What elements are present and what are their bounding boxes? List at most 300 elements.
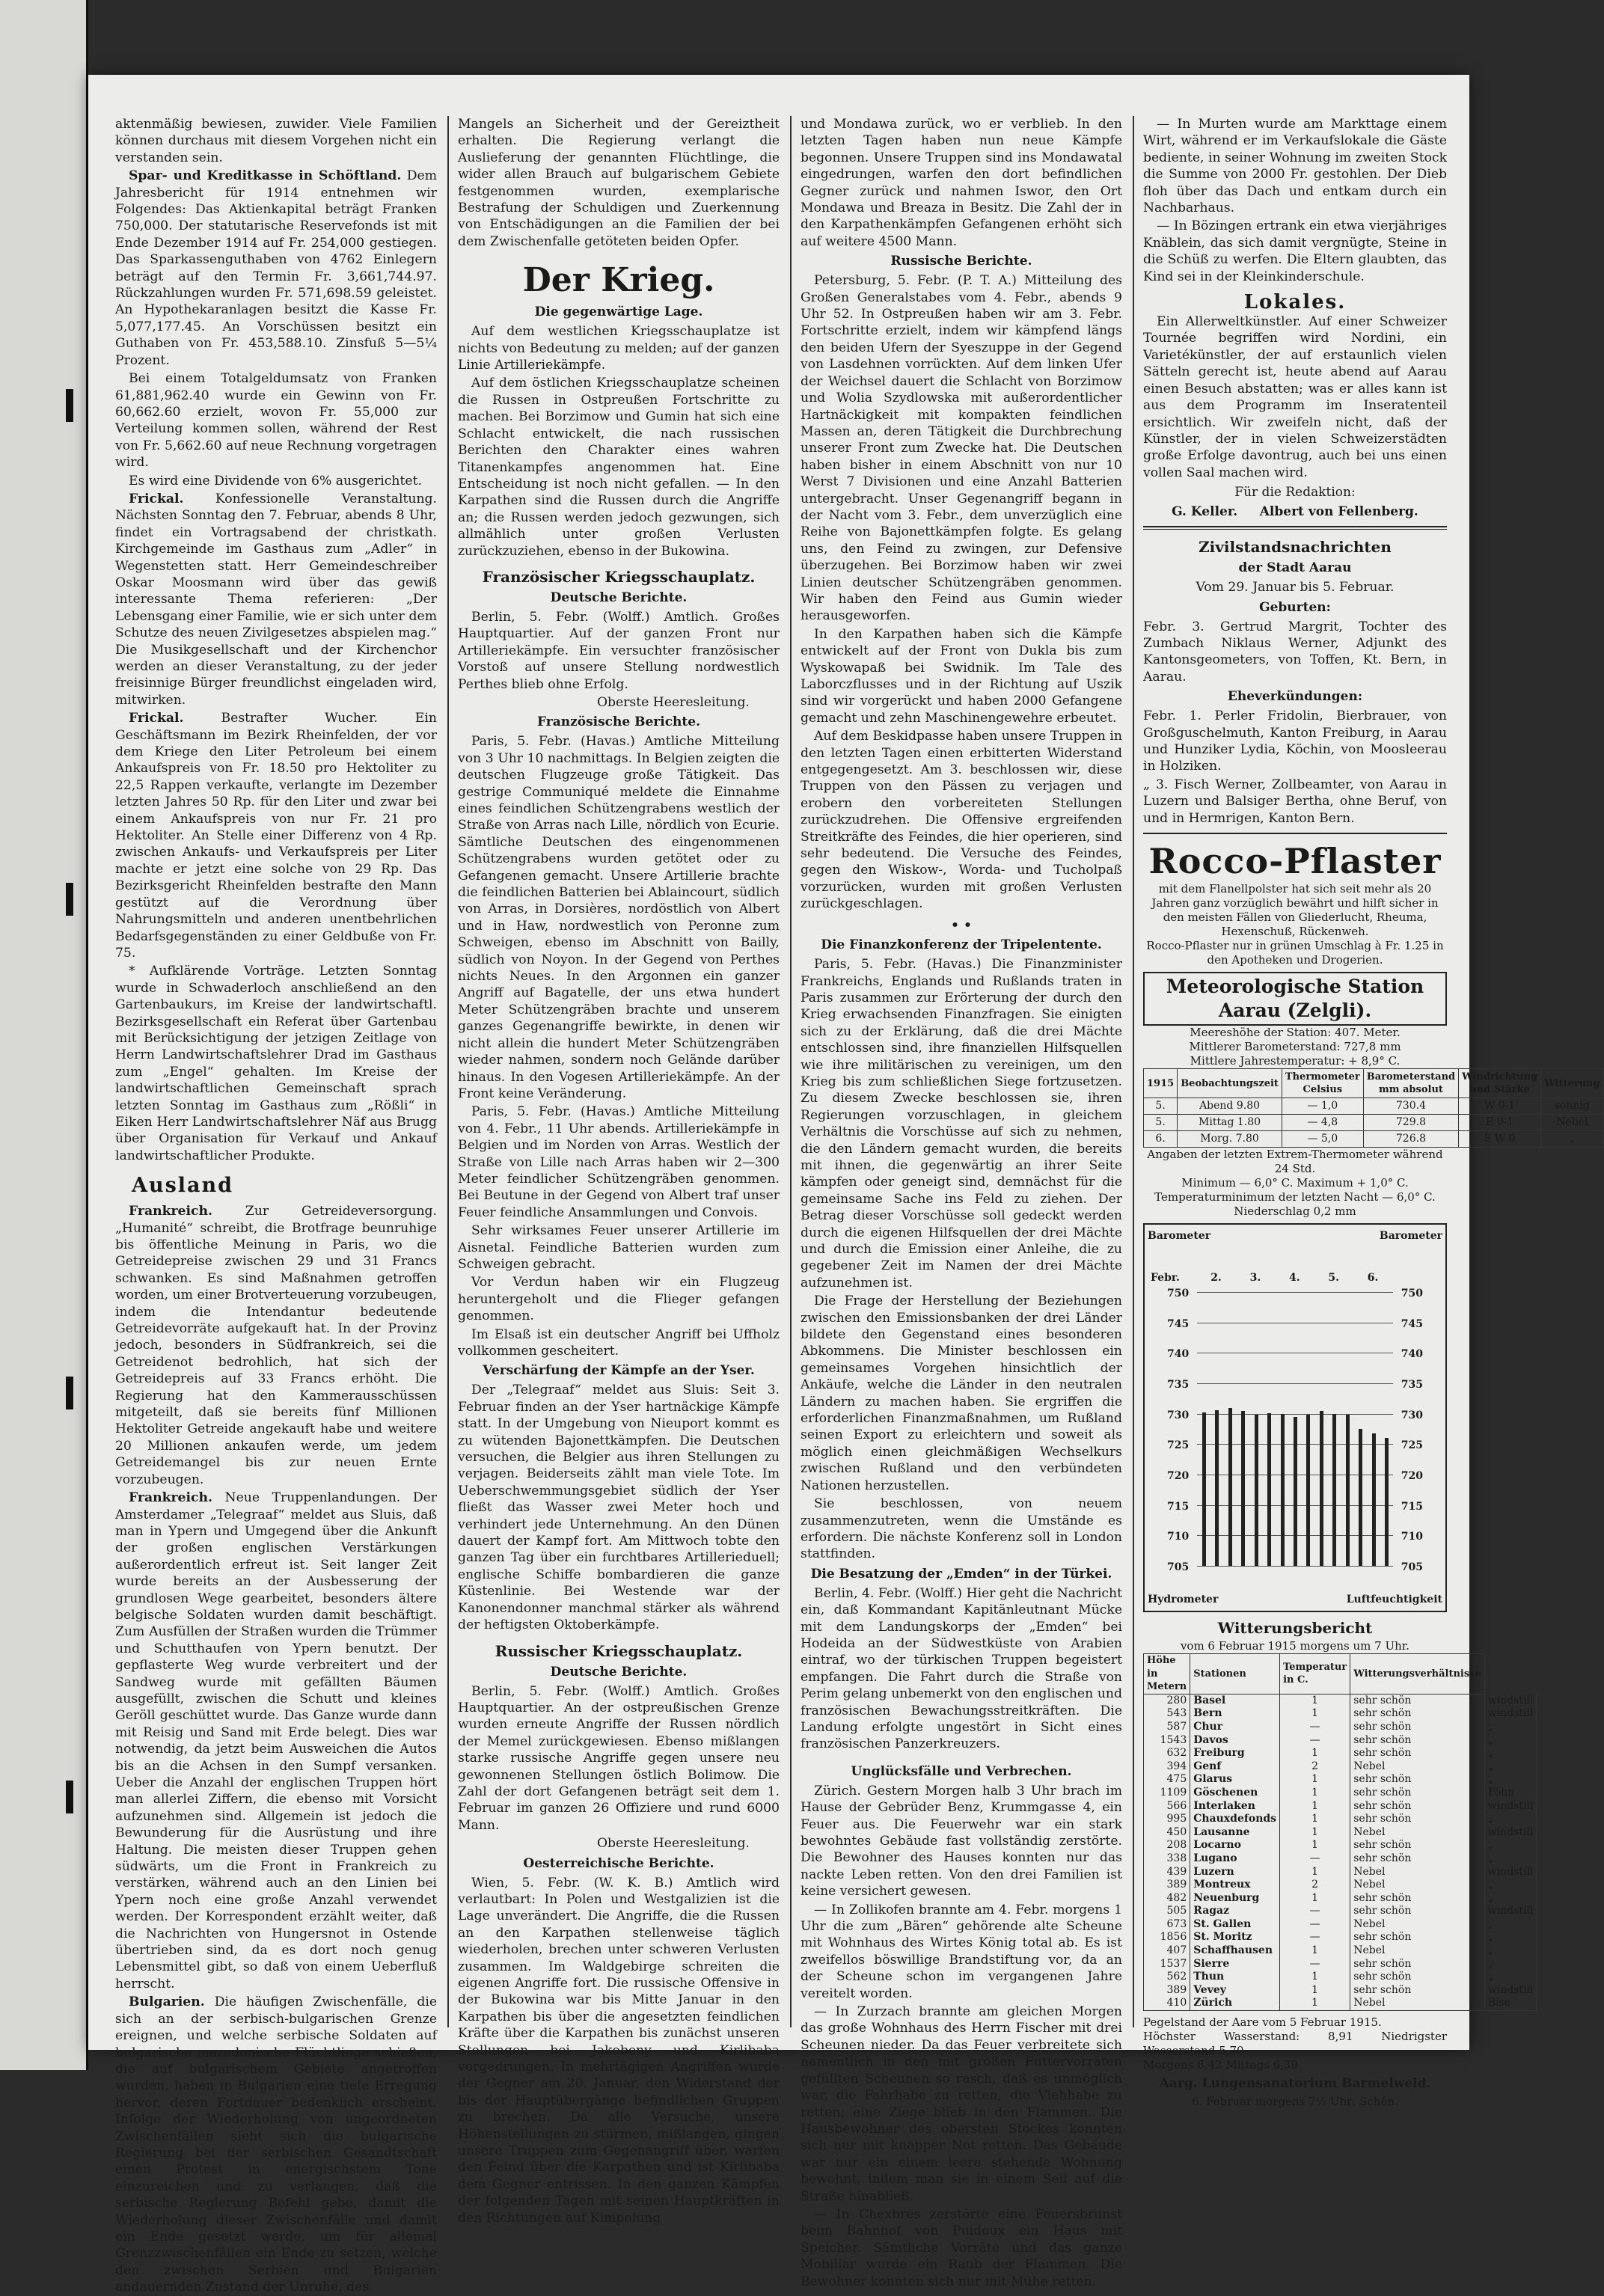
barograph-footer-right: Luftfeuchtigkeit	[1346, 1593, 1442, 1605]
table-cell: „	[1484, 1813, 1537, 1826]
table-cell: 1	[1280, 1694, 1350, 1707]
weather-report-date: vom 6 Februar 1915 morgens um 7 Uhr.	[1180, 1639, 1410, 1653]
subheading: Verschärfung der Kämpfe an der Yser.	[483, 1363, 755, 1379]
table-cell: „	[1484, 1773, 1537, 1787]
table-cell: 482	[1144, 1892, 1190, 1905]
table-cell: S W 0	[1459, 1131, 1541, 1148]
table-cell: 410	[1144, 1997, 1190, 2010]
table-row	[1144, 1892, 1537, 1905]
column-divider	[447, 116, 449, 2027]
sanatorium-heading: Aarg. Lungensanatorium Barmelweid.	[1159, 2076, 1431, 2092]
pegel-title: Pegelstand der Aare vom 5 Februar 1915.	[1143, 2015, 1382, 2030]
section-heading-krieg: Der Krieg.	[522, 261, 715, 300]
paragraph: Frankreich. Zur Getreideversorgung. „Humanité“ schreibt, die Brotfrage beunruhige bis öffentliche Meinung in Paris, wo die Getreidepreise zwischen 29 und 31 Francs schwanken. Es sind Maßnahmen getroffen worden, um einer Brotverteuerung vorzubeugen, indem die Intendantur bedeutende Getreidevorräte aufgekauft hat. In der Provinz jedoch, besonders in Südfrankreich, sei die Getreidenot bedrohlich, hat sich der Getreidepreis auf 33 Francs erhöht. Die Regierung hat den Kammerausschüssen mitgeteilt, daß sie bereits fünf Millionen Hektoliter Getreide angekauft habe und weitere 20 Millionen ankaufen werde, um jedem Getreidemangel bis zur neuen Ernte vorzubeugen.	[115, 1204, 437, 1487]
barometer-bar	[1372, 1433, 1376, 1566]
pegel-values: Morgens 6,42 Mittags 6,39	[1143, 2058, 1298, 2072]
table-cell: „	[1484, 1958, 1537, 1971]
table-cell: „	[1484, 1918, 1537, 1932]
paragraph: Vor Verdun haben wir ein Flugzeug heruntergeholt und die Flieger gefangen genommen.	[458, 1275, 780, 1324]
table-header: Thermometer Celsius	[1282, 1069, 1363, 1098]
extremes	[1143, 1148, 1447, 1219]
table-cell: 729.8	[1363, 1115, 1458, 1131]
table-cell: 280	[1144, 1694, 1190, 1707]
barometer-bar	[1385, 1438, 1389, 1566]
ad-title: Rocco-Pflaster	[1148, 841, 1442, 881]
table-cell: sonnig	[1541, 1098, 1603, 1115]
table-header: Höhe in Metern	[1144, 1654, 1190, 1695]
separator: • •	[951, 917, 972, 933]
table-cell: 1	[1280, 1800, 1350, 1813]
table-cell: 995	[1144, 1813, 1190, 1826]
table-header: Stationen	[1190, 1654, 1280, 1695]
day-label: 6.	[1367, 1272, 1379, 1284]
table-cell: 389	[1144, 1879, 1190, 1892]
table-cell: Sierre	[1190, 1958, 1280, 1971]
paragraph: * Aufklärende Vorträge. Letzten Sonntag wurde in Schwaderloch anschließend an den Gartenbaukurs, im Kreise der landwirtschaftl. Bezirksgesellschaft ein Referat über Gartenbau mit Berücksichtigung der jetzigen Zeitlage von Herrn Landwirtschaftslehrer Drad im Gasthaus zum „Engel“ gehalten. Im Kreise der landwirtschaftlichen Gemeinschaft sprach letzten Sonntag im Gasthaus zum „Rößli“ in Eiken Herr Landwirtschaftslehrer Näf aus Brugg über Organisation für Verkauf und Ankauf landwirtschaftlicher Produkte.	[115, 964, 437, 1163]
table-cell: Ragaz	[1190, 1905, 1280, 1918]
table-cell: 439	[1144, 1866, 1190, 1879]
table-cell: Davos	[1190, 1734, 1280, 1748]
table-row	[1144, 1773, 1537, 1787]
gridline	[1197, 1566, 1393, 1567]
observation-table	[1143, 1068, 1604, 1148]
table-cell: windstill	[1484, 1707, 1537, 1721]
table-cell: „	[1484, 1944, 1537, 1958]
sanatorium-time: 6. Februar morgens 7½ Uhr:	[1192, 2095, 1356, 2109]
tick-label: 735	[1401, 1379, 1423, 1391]
barometer-bar	[1228, 1408, 1232, 1566]
subheading: Russische Berichte.	[890, 254, 1032, 269]
sanatorium-weather: Schön.	[1359, 2095, 1398, 2109]
table-cell: Freiburg	[1190, 1747, 1280, 1760]
table-header: Temperatur in C.	[1280, 1654, 1350, 1695]
paragraph: Paris, 5. Febr. (Havas.) Amtliche Mitteilung von 4. Febr., 11 Uhr abends. Artilleriekämpfe in Belgien und im Norden von Arras. Westlich der Straße von Lille nach Arras haben wir 2—300 Meter feindlicher Schützengräben genommen. Bei Beutune in der Gegend von Albert traf unser Feuer feindliche Ansammlungen und Convois.	[458, 1104, 780, 1220]
station-pressure: Mittlerer Barometerstand: 727,8 mm	[1189, 1040, 1401, 1053]
table-cell: sehr schön	[1350, 1747, 1485, 1760]
paragraph: aktenmäßig bewiesen, zuwider. Viele Familien können durchaus mit diesem Vorgehen nicht ein verstanden sein.	[115, 117, 437, 165]
barometer-bar	[1294, 1417, 1297, 1566]
paragraph: Die Frage der Herstellung der Beziehungen zwischen den Emissionsbanken der drei Länder bildete den Gegenstand eines besonderen Abkommens. Die Minister beschlossen ein gemeinsames Vorgehen hinsichtlich der Ankäufe, welche die Länder in den neutralen Ländern zu machen haben. Sie ergriffen die erforderlichen Finanzmaßnahmen, um Rußland seinen Export zu erleichtern und soweit als möglich einen gleichmäßigen Wechselkurs zwischen Rußland und den verbündeten Nationen herzustellen.	[801, 1294, 1122, 1493]
barometer-bar	[1359, 1429, 1362, 1566]
table-cell: Göschenen	[1190, 1787, 1280, 1800]
table-cell: Abend 9.80	[1178, 1098, 1282, 1115]
period: Vom 29. Januar bis 5. Februar.	[1196, 580, 1395, 596]
table-cell: Luzern	[1190, 1866, 1280, 1879]
table-cell: 6.	[1144, 1131, 1178, 1148]
paragraph: In den Karpathen haben sich die Kämpfe entwickelt auf der Front von Dukla bis zum Wyskowapaß bei Swidnik. Im Tale des Laborczflusses und in der Richtung auf Uszik sind wir vorgerückt und haben 2000 Gefangene gemacht und zehn Maschinengewehre erbeutet.	[801, 626, 1122, 726]
table-cell: 566	[1144, 1800, 1190, 1813]
section-heading: Witterungsbericht	[1217, 1619, 1373, 1637]
signature: Oberste Heeresleitung.	[596, 694, 750, 710]
table-cell: „	[1484, 1747, 1537, 1760]
subheading: Deutsche Berichte.	[550, 1664, 688, 1680]
table-cell: 1	[1280, 1773, 1350, 1787]
paragraph: Paris, 5. Febr. (Havas.) Amtliche Mitteilung von 3 Uhr 10 nachmittags. In Belgien zeigten die deutschen Flugzeuge große Tätigkeit. Das gestrige Communiqué meldete die Einnahme eines feindlichen Schützengrabens westlich der Straße von Arras nach Lille, nördlich von Ecurie. Sämtliche Deutschen des eingenommenen Schützengrabens wurden getötet oder zu Gefangenen gemacht. Unsere Artillerie brachte die feindlichen Batterien bei Ablaincourt, südlich von Arras, in Dorsières, nordöstlich von Albert und in Haw, nordwestlich von Peronne zum Schweigen, ebenso im Abschnitt von Bailly, südlich von Noyon. In der Gegend von Perthes nichts Neues. In den Argonnen ein ganzer Angriff auf Bagatelle, der uns etwa hundert Meter Schützengräben brachte und unserem ganzes Gegenangriffe bewirkte, in denen wir nicht allein die hundert Meter Schützengräben wieder nahmen, sondern noch Gelände darüber hinaus. In den Vogesen Artilleriekämpfe. An der Front keine Veränderung.	[458, 734, 780, 1101]
divider	[1143, 526, 1447, 530]
entry: Febr. 3. Gertrud Margrit, Tochter des Zumbach Niklaus Werner, Adjunkt des Kantonsgeometers, von Toffen, Kt. Bern, in Aarau.	[1143, 619, 1447, 685]
table-row	[1144, 1931, 1537, 1944]
barograph-month: Febr.	[1151, 1272, 1180, 1284]
table-header: Witterungsverhältnisse	[1350, 1654, 1485, 1695]
paragraph: — In Murten wurde am Markttage einem Wirt, während er im Verkaufslokale die Gäste bediente, in seiner Wohnung im zweiten Stock die Summe von 2000 Fr. gestohlen. Der Dieb floh über das Dach und entkam durch ein Nachbarhaus.	[1143, 117, 1447, 216]
subheading: Die Finanzkonferenz der Tripelentente.	[821, 937, 1102, 953]
table-cell: Neuenburg	[1190, 1892, 1280, 1905]
table-cell: „	[1484, 1852, 1537, 1866]
table-cell: E 0-1	[1459, 1115, 1541, 1131]
table-cell: sehr schön	[1350, 1787, 1485, 1800]
table-row	[1144, 1115, 1604, 1131]
paragraph: Berlin, 5. Febr. (Wolff.) Amtlich. Großes Hauptquartier. Auf der ganzen Front nur Artilleriekämpfe. Ein versuchter französischer Vorstoß auf unsere Stellung nordwestlich Perthes blieb ohne Erfolg.	[458, 609, 780, 692]
table-header: 1915	[1144, 1069, 1178, 1098]
barograph	[1143, 1223, 1447, 1612]
table-cell: Lugano	[1190, 1852, 1280, 1866]
table-cell: 389	[1144, 1984, 1190, 1997]
paragraph: Zürich. Gestern Morgen halb 3 Uhr brach im Hause der Gebrüder Benz, Krummgasse 4, ein Feuer aus. Die Feuerwehr war ein stark bewohntes Gebäude fast vollständig zerstörte. Die Bewohner des Hauses konnten nur das nackte Leben retten. Von den drei Familien ist keine versichert gewesen.	[801, 1783, 1122, 1899]
stations-table	[1143, 1653, 1537, 2011]
table-cell: Nebel	[1350, 1760, 1485, 1774]
subheading: Eheverkündungen:	[1227, 689, 1363, 705]
barometer-bar	[1241, 1411, 1245, 1566]
table-cell: Föhn	[1484, 1787, 1537, 1800]
column-divider	[1133, 116, 1134, 2027]
paragraph: Auf dem östlichen Kriegsschauplatze scheinen die Russen in Ostpreußen Fortschritte zu machen. Bei Borzimow und Gumin hat sich eine Schlacht entwickelt, die nach russischen Berichten den Charakter eines wahren Titanenkampfes angenommen hat. Eine Entscheidung ist noch nicht gefallen. — In den Karpathen sind die Russen durch die Angriffe an; die Russen werden jedoch gezwungen, sich allmählich unter großen Verlusten zurückzuziehen, ebenso in der Bukowina.	[458, 376, 780, 559]
day-label: 5.	[1328, 1272, 1340, 1284]
table-cell: 2	[1280, 1879, 1350, 1892]
table-cell: 730.4	[1363, 1098, 1458, 1115]
paragraph: Es wird eine Dividende von 6% ausgerichtet.	[129, 473, 422, 489]
paragraph: Frickal. Konfessionelle Veranstaltung. Nächsten Sonntag den 7. Februar, abends 8 Uhr, findet ein Vortragsabend der christkath. Kirchgemeinde im Gasthaus zum „Adler“ in Wegenstetten statt. Herr Gemeindeschreiber Oskar Moosmann wird über das gewiß interessante Thema referieren: „Der Lebensgang einer Familie, wie er sich unter dem Schutze des neuen Zivilgesetzes abspielen mag.“ Die Musikgesellschaft und der Kirchenchor werden an dieser Veranstaltung, zu der jeder freisinnige Bürger freundlichst eingeladen wird, mitwirken.	[115, 491, 437, 708]
station-info	[1143, 1026, 1447, 1068]
table-cell: Thun	[1190, 1971, 1280, 1984]
tick-label: 725	[1401, 1439, 1423, 1452]
table-row	[1144, 1944, 1537, 1958]
table-cell: Nebel	[1541, 1115, 1603, 1131]
night-minimum: Temperaturminimum der letzten Nacht — 6,0° C.	[1154, 1190, 1436, 1204]
extremes-label: Angaben der letzten Extrem-Thermometer während 24 Std.	[1147, 1148, 1443, 1175]
table-cell: windstill	[1484, 1984, 1537, 1997]
barometer-bar	[1281, 1414, 1285, 1566]
table-cell: 1	[1280, 1944, 1350, 1958]
table-cell: Nebel	[1350, 1997, 1485, 2010]
table-cell: Locarno	[1190, 1839, 1280, 1852]
table-header: Beobachtungszeit	[1178, 1069, 1282, 1098]
table-cell: —	[1280, 1721, 1350, 1734]
barometer-bar	[1215, 1410, 1219, 1566]
paragraph: Wien, 5. Febr. (W. K. B.) Amtlich wird verlautbart: In Polen und Westgalizien ist die Lage unverändert. Die Angriffe, die die Russen an den Karpathen stellenweise täglich wiederholen, brechen unter schweren Verlusten zusammen. Im Waldgebirge schreiten die eigenen Angriffe fort. Die russische Offensive in der Bukowina war bis Mitte Januar in den Karpathen bis über die angesetzten feindlichen Kräfte über die Karpathen bis zunächst unseren Stellungen bei Jakobeny und Kirlibaba vorgedrungen. In mehrtägigen Angriffen wurde der Gegner am 20. Januar, den Widerstand der bis der Hauptübergänge befindlichen Gruppen zu brechen. Da alle Versuche, unsere Höhenstellungen zu stürmen, mißlangen, gingen unsere Truppen zum Gegenangriff über, warfen den Feind über die Karpathen und ist Kirlibaba dem Gegner entrissen. In den ganzen Kämpfen der folgenden Tagen mit seinen Hauptkräften in den Richtungen auf Kimpolung	[458, 1875, 780, 2226]
table-cell: „	[1541, 1131, 1603, 1148]
table-cell: St. Gallen	[1190, 1918, 1280, 1932]
barograph-footer-left: Hydrometer	[1148, 1593, 1219, 1605]
tick-label: 745	[1167, 1317, 1190, 1330]
table-cell: 1	[1280, 1707, 1350, 1721]
table-cell: 726.8	[1363, 1131, 1458, 1148]
table-cell: Zürich	[1190, 1997, 1280, 2010]
tick-label: 750	[1401, 1288, 1423, 1299]
table-row	[1144, 1707, 1537, 1721]
table-cell: sehr schön	[1350, 1721, 1485, 1734]
table-row	[1144, 1098, 1604, 1115]
table-cell: 407	[1144, 1944, 1190, 1958]
table-row	[1144, 1971, 1537, 1984]
table-cell: sehr schön	[1350, 1694, 1485, 1707]
table-cell: —	[1280, 1734, 1350, 1748]
paragraph: Frankreich. Neue Truppenlandungen. Der Amsterdamer „Telegraaf“ meldet aus Sluis, daß man in Ypern und Umgegend über die Ankunft der großen englischen Verstärkungen außerordentlich erfreut ist. Seit langer Zeit wurde bereits an der Ausbesserung der grundlosen Wege gearbeitet, besonders ältere belgische Soldaten wurden damit beschäftigt. Zum Ausfüllen der Straßen wurden die Trümmer und Schutthaufen von Ypern benutzt. Der gepflasterte Weg wurde verbreitert und der Sandweg wurde mit gefällten Bäumen ausgefüllt, zwischen die Schutt und kleines Geröll geschüttet wurde. Das Ganze wurde dann mit Reisig und Sand mit Erde belegt. Dies war notwendig, da jetzt beim Ausweichen die Autos bis an die Achsen in den Sumpf versanken. Ueber die Anzahl der englischen Truppen hört man allerlei Ziffern, die ebenso mit Vorsicht aufzunehmen sind. Allgemein ist jedoch die Bewunderung für die Ausrüstung und ihre Haltung. Die meisten dieser Truppen gehen südwärts, um die Front in Frankreich zu verstärken, während auch an den Linien bei Ypern noch eine große Anzahl verwendet werden. Der Korrespondent erzählt weiter, daß die Nachrichten von Hungersnot in Ostende übertrieben sind, da es dort noch genug Lebensmittel gibt, so daß von einem Ueberfluß herrscht.	[115, 1490, 437, 1992]
tick-label: 725	[1167, 1439, 1190, 1452]
table-cell: Nebel	[1350, 1944, 1485, 1958]
barometer-bar	[1332, 1414, 1336, 1566]
table-cell: „	[1484, 1879, 1537, 1892]
table-cell: Bise	[1484, 1997, 1537, 2010]
table-cell: 1	[1280, 1813, 1350, 1826]
table-cell: sehr schön	[1350, 1892, 1485, 1905]
table-cell: W 0-1	[1459, 1098, 1541, 1115]
table-cell: Vevey	[1190, 1984, 1280, 1997]
table-cell: —	[1280, 1852, 1350, 1866]
table-header: Barometerstand mm absolut	[1363, 1069, 1458, 1098]
table-cell: sehr schön	[1350, 1931, 1485, 1944]
paragraph: Auf dem westlichen Kriegsschauplatze ist nichts von Bedeutung zu melden; auf der ganzen Linie Artilleriekämpfe.	[458, 324, 780, 373]
table-cell: sehr schön	[1350, 1773, 1485, 1787]
table-cell: —	[1280, 1918, 1350, 1932]
tick-label: 705	[1401, 1561, 1423, 1573]
table-cell: 338	[1144, 1852, 1190, 1866]
tick-label: 710	[1167, 1531, 1190, 1543]
barometer-bar	[1346, 1415, 1350, 1566]
table-cell: 1	[1280, 1984, 1350, 1997]
paragraph: Der „Telegraaf“ meldet aus Sluis: Seit 3. Februar finden an der Yser hartnäckige Kämpfe statt. In der Umgebung von Nieuport kommt es zu wütenden Bajonettkämpfen. Die Deutschen versuchen, die Belgier aus ihren Stellungen zu verjagen. Beiderseits zählt man viele Tote. Im Ueberschwemmungsgebiet südlich der Yser fließt das Wasser zwei Meter hoch und verhindert jede Unternehmung. An den Dünen dauert der Kampf fort. Am Mittwoch tobte den ganzen Tag über ein furchtbares Artillerieduell; englische Schiffe bombardieren die ganze Küstenlinie. Bei Westende war der Kanonendonner manchmal stärker als während der heftigsten Oktoberkämpfe.	[458, 1383, 780, 1633]
signature: Oberste Heeresleitung.	[596, 1836, 750, 1852]
paragraph: Sehr wirksames Feuer unserer Artillerie im Aisnetal. Feindliche Batterien wurden zum Schweigen gebracht.	[458, 1223, 780, 1272]
table-cell: Nebel	[1350, 1866, 1485, 1879]
table-cell: „	[1484, 1931, 1537, 1944]
paragraph: und Mondawa zurück, wo er verblieb. In den letzten Tagen haben nun neue Kämpfe begonnen. Unsere Truppen sind ins Mondawatal eingedrungen, warfen den dort befindlichen Gegner zurück und nahmen Iswor, den Ort Mondawa und Breaza in Besitz. Die Zahl der in den Karpathenkämpfen Gefangenen erhöht sich auf weitere 4500 Mann.	[801, 117, 1122, 249]
tick-label: 710	[1401, 1531, 1423, 1543]
table-cell: Glarus	[1190, 1773, 1280, 1787]
table-cell: windstill	[1484, 1800, 1537, 1813]
paragraph: — In Zollikofen brannte am 4. Febr. morgens 1 Uhr die zum „Bären“ gehörende alte Scheune mit Wohnhaus des Wirtes König total ab. Es ist zweifellos böswillige Brandstiftung vor, da an der Scheune schon im vergangenen Jahre vereitelt worden.	[801, 1902, 1122, 2001]
barometer-bar	[1255, 1415, 1258, 1566]
table-cell: 587	[1144, 1721, 1190, 1734]
subheading: der Stadt Aarau	[1238, 560, 1352, 576]
page-edge-left	[0, 0, 88, 2070]
table-cell: 1	[1280, 1997, 1350, 2010]
table-cell: 1	[1280, 1971, 1350, 1984]
paragraph: Paris, 5. Febr. (Havas.) Die Finanzminister Frankreichs, Englands und Rußlands traten in Paris zusammen zur Erörterung der durch den Krieg erwachsenden Finanzfragen. Sie einigten sich zu der Erklärung, daß die drei Mächte entschlossen sind, ihre finanziellen Hilfsquellen wie ihre militärischen zu vereinigen, um den Krieg bis zum schließlichen Siege fortzusetzen. Zu diesem Zwecke beschlossen sie, ihren Regierungen vorzuschlagen, in gleichem Verhältnis die Vorschüsse auf sich zu nehmen, die den Ländern gemacht wurden, die bereits mit ihnen, die gegenwärtig an ihrer Seite kämpfen oder geneigt sind, demnächst für die gemeinsame Sache ins Feld zu ziehen. Der Betrag dieser Vorschüsse soll gedeckt werden durch die eigenen Hilfsquellen der drei Mächte und durch die Emission einer Anleihe, die zu gegebener Zeit im Namen der drei Mächte aufzunehmen ist.	[801, 957, 1122, 1291]
table-cell: sehr schön	[1350, 1984, 1485, 1997]
table-row	[1144, 1879, 1537, 1892]
table-cell: windstill	[1484, 1866, 1537, 1879]
table-cell: — 4,8	[1282, 1115, 1363, 1131]
divider	[1143, 833, 1447, 834]
table-cell: Chauxdefonds	[1190, 1813, 1280, 1826]
paragraph: — In Bözingen ertrank ein etwa vierjähriges Knäblein, das sich damit vergnügte, Steine in die Schüß zu werfen. Die Eltern glaubten, das Kind sei in der Kleinkinderschule.	[1143, 218, 1447, 284]
column-1	[115, 116, 437, 2295]
table-row	[1144, 1787, 1537, 1800]
table-cell: Chur	[1190, 1721, 1280, 1734]
paragraph: Spar- und Kreditkasse in Schöftland. Dem Jahresbericht für 1914 entnehmen wir Folgendes: Das Aktienkapital beträgt Franken 750,000. Der statutarische Reservefonds ist mit Ende Dezember 1914 auf Fr. 254,000 gestiegen. Das Sparkassenguthaben von 4762 Einlegern beträgt auf den Termin Fr. 3,661,744.97. Rückzahlungen wurden Fr. 571,698.59 geleistet. An Hypothekaranlagen besitzt die Kasse Fr. 5,077,177.45. An Vorschüssen besitzt ein Guthaben von Fr. 453,588.10. Zinsfuß 5—5¼ Prozent.	[115, 168, 437, 368]
paragraph: — In Zurzach brannte am gleichen Morgen das große Wohnhaus des Herrn Fischer mit drei Scheunen nieder. Da das Feuer verbreitete sich namentlich in den mit großen Futtervorräten gefüllten Scheunen so rasch, daß es unmöglich war, die Fahrhabe zu retten, die Viehhabe zu retten; eine Ziege blieb in den Flammen. Die Hausbewohner des obersten Stockes konnten sich nur mit knapper Not retten. Das Gebäude war nur ein einem leere stehende Wohnung bewohnt, indem man sie in einem Seil auf die Straße hinabließ.	[801, 2004, 1122, 2204]
barometer-bar	[1267, 1413, 1271, 1566]
table-cell: „	[1484, 1892, 1537, 1905]
paragraph: — In Chexbres zerstörte eine Feuersbrunst beim Bahnhof von Puidoux ein Haus mit Speicher. Sämtliche Vorräte und das ganze Mobiliar wurde ein Raub der Flammen. Die Bewohner konnten sich nur mit Mühe retten.	[801, 2206, 1122, 2289]
table-cell: 543	[1144, 1707, 1190, 1721]
table-cell: 1537	[1144, 1958, 1190, 1971]
gridline	[1197, 1414, 1393, 1415]
day-label: 2.	[1210, 1272, 1222, 1284]
table-cell: Nebel	[1350, 1918, 1485, 1932]
table-cell: windstill	[1484, 1694, 1537, 1707]
table-cell: 450	[1144, 1826, 1190, 1840]
table-cell: 208	[1144, 1839, 1190, 1852]
table-header: Windrichtung und Stärke	[1459, 1069, 1541, 1098]
entry: Febr. 1. Perler Fridolin, Bierbrauer, von Großguschelmuth, Kanton Freiburg, in Aarau und Hunziker Lydia, Köchin, von Moosleerau in Holziken.	[1143, 708, 1447, 774]
tick-label: 745	[1401, 1317, 1423, 1330]
tick-label: 740	[1401, 1348, 1423, 1361]
column-divider	[790, 116, 792, 2027]
day-label: 4.	[1289, 1272, 1300, 1284]
table-cell: „	[1484, 1839, 1537, 1852]
subheading: Deutsche Berichte.	[550, 590, 688, 605]
paragraph: Petersburg, 5. Febr. (P. T. A.) Mitteilung des Großen Generalstabes vom 4. Febr., abends 9 Uhr 52. In Ostpreußen haben wir am 3. Febr. Fortschritte erzielt, indem wir kämpfend längs den beiden Ufern der Syeszuppe in der Gegend von Lasdehnen vorrückten. Auf dem linken Ufer der Weichsel dauert die Schlacht von Borzimow und Wolia Szydlowska mit außerordentlicher Hartnäckigkeit mit kompakten feindlichen Massen an, deren Tätigkeit die Durchbrechung unserer Front zum Zwecke hat. Die Deutschen haben bisher in einem Abschnitt von nur 10 Werst 7 Divisionen und eine Anzahl Batterien untergebracht. Unser Gegenangriff begann in der Nacht vom 3. Febr., dem unverzüglich eine Reihe von Bajonettkämpfen folgte. Es gelang uns, den Feind zu zwingen, zur Defensive überzugehen. Bei Borzimow haben wir zwei Linien deutscher Schützengräben genommen. Wir haben den Feind aus Gumin wieder herausgeworfen.	[801, 273, 1122, 624]
table-row	[1144, 1734, 1537, 1748]
table-cell: 1	[1280, 1787, 1350, 1800]
table-cell: Genf	[1190, 1760, 1280, 1774]
day-label: 3.	[1249, 1272, 1261, 1284]
table-cell: sehr schön	[1350, 1800, 1485, 1813]
table-row	[1144, 1958, 1537, 1971]
section-heading: Russischer Kriegsschauplatz.	[495, 1641, 743, 1660]
table-cell: Basel	[1190, 1694, 1280, 1707]
sanatorium-report	[1143, 2095, 1447, 2109]
table-cell: sehr schön	[1350, 1813, 1485, 1826]
table-cell: Nebel	[1350, 1879, 1485, 1892]
table-cell: — 5,0	[1282, 1131, 1363, 1148]
table-cell: windstill	[1484, 1826, 1537, 1840]
column-4	[1143, 116, 1600, 2109]
table-cell: 1856	[1144, 1931, 1190, 1944]
tick-label: 720	[1167, 1470, 1190, 1482]
paragraph: Auf dem Beskidpasse haben unsere Truppen in den letzten Tagen einen erbitterten Widerstand entgegengesetzt. Am 3. beschlossen wir, diese Truppen von den Pässen zu verjagen und erobern den vorbereiteten Stellungen zurückzudrehen. Die Offensive ergreifenden Streitkräfte des Feindes, die hier operieren, sind sehr bedeutend. Die Versuche des Feindes, gegen den Wiskow-, Worda- und Tucholpaß vorzurücken, wurden mit großen Verlusten zurückgeschlagen.	[801, 729, 1122, 912]
subheading: Unglücksfälle und Verbrechen.	[851, 1763, 1072, 1779]
table-cell: 1	[1280, 1826, 1350, 1840]
table-cell: 5.	[1144, 1115, 1178, 1131]
table-cell: Montreux	[1190, 1879, 1280, 1892]
section-heading: Zivilstandsnachrichten	[1199, 538, 1392, 557]
table-cell: sehr schön	[1350, 1905, 1485, 1918]
paragraph: Bei einem Totalgeldumsatz von Franken 61,881,962.40 wurde ein Gewinn von Fr. 60,662.60 erzielt, wovon Fr. 55,000 zur Verteilung kommen sollen, während der Rest von Fr. 5,662.60 auf neue Rechnung vorgetragen wird.	[115, 371, 437, 471]
table-cell: 1	[1280, 1839, 1350, 1852]
table-row	[1144, 1721, 1537, 1734]
table-row	[1144, 1131, 1604, 1148]
barograph-label-left: Barometer	[1148, 1230, 1211, 1242]
table-cell: —	[1280, 1958, 1350, 1971]
table-cell: „	[1484, 1760, 1537, 1774]
barograph-label-right: Barometer	[1379, 1230, 1442, 1242]
tick-label: 730	[1401, 1409, 1423, 1421]
table-cell: Morg. 7.80	[1178, 1131, 1282, 1148]
table-cell: sehr schön	[1350, 1707, 1485, 1721]
gridline	[1197, 1292, 1393, 1293]
barometer-bar	[1306, 1415, 1310, 1566]
table-cell: 673	[1144, 1918, 1190, 1932]
table-cell: windstill	[1484, 1905, 1537, 1918]
table-header: Witterung	[1541, 1069, 1603, 1098]
barometer-bar	[1202, 1412, 1206, 1566]
table-cell: 505	[1144, 1905, 1190, 1918]
section-heading: Französischer Kriegsschauplatz.	[482, 567, 756, 586]
pegel-extremes: Höchster Wasserstand: 8,91 Niedrigster Wasserstand 5,70	[1143, 2030, 1447, 2058]
paragraph: Im Elsaß ist ein deutscher Angriff bei Uffholz vollkommen gescheitert.	[458, 1326, 780, 1359]
ad-text: Rocco-Pflaster nur in grünen Umschlag à Fr. 1.25 in den Apotheken und Drogerien.	[1146, 939, 1444, 967]
table-cell: Mittag 1.80	[1178, 1115, 1282, 1131]
table-cell: —	[1280, 1931, 1350, 1944]
table-cell: 475	[1144, 1773, 1190, 1787]
table-cell: Bern	[1190, 1707, 1280, 1721]
table-cell: 632	[1144, 1747, 1190, 1760]
editor-names: G. Keller. Albert von Fellenberg.	[1172, 504, 1418, 520]
table-cell: „	[1484, 1971, 1537, 1984]
table-row	[1144, 1852, 1537, 1866]
table-cell: sehr schön	[1350, 1852, 1485, 1866]
ad-text: mit dem Flanellpolster hat sich seit mehr als 20 Jahren ganz vorzüglich bewährt und hilft sicher in den meisten Fällen von Gliederlucht, Rheuma, Hexenschuß, Rückenweh.	[1151, 882, 1439, 938]
table-cell: St. Moritz	[1190, 1931, 1280, 1944]
paragraph: Bulgarien. Die häufigen Zwischenfälle, die sich an der serbisch-bulgarischen Grenze ereignen, und welche serbische Soldaten auf bulgarische mazedonische Flüchtlinge schießen, die auf bulgarischem Gebiete angetroffen wurden, haben in Bulgarien eine tiefe Erregung hervor, deren Fortdauer bedenklich erscheint. Infolge der Wiederholung von ungeordneten Zwischenfällen sieht sich die bulgarische Regierung bei der serbischen Gesandtschaft einen Protest in energischstem Tone einzureichen und zu verlangen, daß die serbische Regierung Befehl gebe, damit die Wiederholung dieser Zwischenfälle und damit ein Ende gesetzt werde, um für allemal Grenzzwischenfällen ein Ende zu setzen, welche den zwischen Serbien und Bulgarien andauernden Zustand der Unruhe, des	[115, 1995, 437, 2295]
station-altitude: Meereshöhe der Station: 407. Meter.	[1190, 1026, 1401, 1039]
station-temperature: Mittlere Jahrestemperatur: + 8,9° C.	[1190, 1054, 1401, 1068]
column-2	[458, 116, 780, 2226]
table-row	[1144, 1694, 1537, 1707]
advertisement	[1143, 840, 1447, 967]
table-cell: Lausanne	[1190, 1826, 1280, 1840]
precipitation: Niederschlag 0,2 mm	[1234, 1204, 1356, 1218]
tick-label: 720	[1401, 1470, 1423, 1482]
table-row	[1144, 1800, 1537, 1813]
paragraph: Sie beschlossen, von neuem zusammenzutreten, wenn die Umstände es erfordern. Die nächste Konferenz soll in London stattfinden.	[801, 1496, 1122, 1562]
tick-label: 735	[1167, 1379, 1190, 1391]
table-cell: 1	[1280, 1747, 1350, 1760]
subheading: Die gegenwärtige Lage.	[534, 304, 703, 320]
tick-label: 750	[1167, 1288, 1190, 1299]
pegel	[1143, 2015, 1447, 2072]
table-cell: 2	[1280, 1760, 1350, 1774]
tick-label: 715	[1167, 1500, 1190, 1513]
paragraph: Berlin, 4. Febr. (Wolff.) Hier geht die Nachricht ein, daß Kommandant Kapitänleutnant Mücke mit dem Landungskorps der „Emden“ bei Hodeida an der Südwestküste von Arabien eintraf, wo der türkischen Truppen begeistert empfangen. Die Fahrt durch die Straße von Perim gelang unbemerkt von den englischen und französischen Bewachungsstreitkräften. Die Landung erfolgte ungestört in Sicht eines französischen Panzerkreuzers.	[801, 1585, 1122, 1752]
section-heading-ausland: Ausland	[132, 1174, 234, 1198]
paragraph: Ein Allerweltkünstler. Auf einer Schweizer Tournée begriffen wird Nordini, ein Varietékünstler, der auf erstaunlich vielen Sätteln gerecht ist, heute abend auf Aarau einen Besuch abstatten; was er alles kann ist aus dem Programm im Inseratenteil ersichtlich. Wir zweifeln nicht, daß der Künstler, der in vielen Schweizerstädten große Erfolge davontrug, auch bei uns einen vollen Saal machen wird.	[1143, 314, 1447, 480]
subheading: Französische Berichte.	[536, 714, 701, 730]
paragraph: Mangels an Sicherheit und der Gereiztheit erhalten. Die Regierung verlangt die Auslieferung der genannten Flüchtlinge, die wider allen Brauch auf bulgarischem Gebiete festgenommen wurden, exemplarische Bestrafung der Schuldigen und Zuerkennung von Entschädigungen an die Familien der bei dem Zwischenfalle getöteten beiden Opfer.	[458, 117, 780, 249]
tick-label: 740	[1167, 1348, 1190, 1361]
gridline	[1197, 1383, 1393, 1384]
table-row	[1144, 1760, 1537, 1774]
table-cell: sehr schön	[1350, 1839, 1485, 1852]
table-cell: 562	[1144, 1971, 1190, 1984]
table-row	[1144, 1997, 1537, 2010]
table-cell: sehr schön	[1350, 1971, 1485, 1984]
table-cell: Interlaken	[1190, 1800, 1280, 1813]
table-cell: 5.	[1144, 1098, 1178, 1115]
table-cell: 394	[1144, 1760, 1190, 1774]
subheading: Geburten:	[1259, 599, 1331, 615]
table-row	[1144, 1866, 1537, 1879]
table-cell: Nebel	[1350, 1826, 1485, 1840]
table-cell: 1543	[1144, 1734, 1190, 1748]
barometer-bar	[1320, 1411, 1323, 1566]
tick-label: 705	[1167, 1561, 1190, 1573]
table-cell: sehr schön	[1350, 1958, 1485, 1971]
table-cell: — 1,0	[1282, 1098, 1363, 1115]
table-cell: „	[1484, 1721, 1537, 1734]
